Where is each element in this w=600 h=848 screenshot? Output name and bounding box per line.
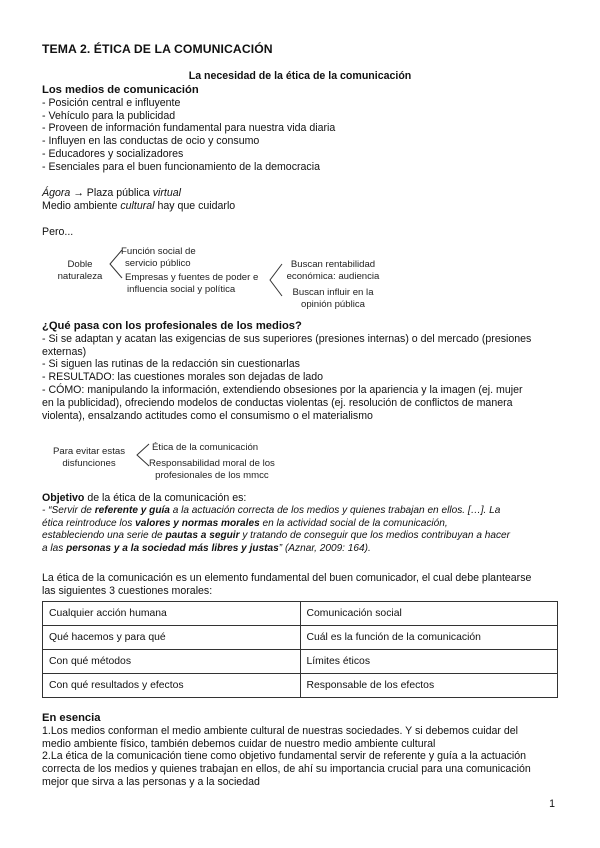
diagram1-c-l2: económica: audiencia [286, 271, 380, 282]
table-intro-line: La ética de la comunicación es un elemento fundamental del buen comunicador, el cual debe plantearse [42, 572, 532, 584]
diagram1-c-l1: Buscan rentabilidad [290, 259, 376, 270]
objective-quote-line [42, 543, 559, 556]
diagram1-root [50, 259, 110, 283]
diagram1-d-l1: Buscan influir en la [292, 287, 374, 298]
diagram2-root [50, 446, 128, 470]
objective-quote-line [42, 505, 559, 518]
section-subtitle: La necesidad de la ética de la comunicación [188, 70, 412, 82]
diagram2-b-l2: profesionales de los mmcc [155, 470, 269, 481]
objective-section [42, 492, 559, 556]
diagram2-root-l2: disfunciones [62, 458, 116, 469]
agora-block [42, 187, 559, 213]
table-cell: Límites éticos [300, 650, 558, 674]
virtual-text: virtual [152, 187, 182, 199]
professionals-section [42, 320, 559, 422]
env-post: hay que cuidarlo [157, 199, 236, 212]
diagram2-node-b [149, 458, 275, 482]
diagram2-b-l1: Responsabilidad moral de los [149, 458, 275, 469]
table-cell: Comunicación social [300, 602, 558, 626]
table-cell: Con qué métodos [43, 650, 301, 674]
arrow-icon: → [73, 187, 84, 199]
media-item: - Esenciales para el buen funcionamiento de la democracia [42, 160, 320, 173]
professionals-line: violenta), ensalzando actitudes como el consumismo o el materialismo [42, 409, 373, 422]
summary-line: correcta de los medios y quienes trabajan en ellos, de ahí su importancia crucial para una comunicación [42, 763, 531, 776]
summary-line: 2.La ética de la comunicación tiene como objetivo fundamental servir de referente y guía a la actuación [42, 750, 527, 763]
env-pre: Medio ambiente [42, 199, 118, 212]
quote-bold: referente y guía [94, 504, 170, 516]
diagram1-b-l2: influencia social y política [127, 284, 236, 295]
plaza-text: Plaza pública [86, 187, 150, 199]
table-cell: Cuál es la función de la comunicación [300, 626, 558, 650]
summary-line: 1.Los medios conforman el medio ambiente cultural de nuestras sociedades. Y si debemos cuidar del [42, 724, 519, 737]
diagram1-b-l1: Empresas y fuentes de poder e [125, 272, 259, 283]
objective-label: Objetivo [42, 492, 85, 504]
professionals-heading: ¿Qué pasa con los profesionales de los medios? [42, 320, 302, 332]
media-item: - Proveen de información fundamental para nuestra vida diaria [42, 122, 336, 135]
diagram1-node-d [283, 287, 383, 311]
table-cell: Con qué resultados y efectos [43, 674, 301, 698]
diagram2-root-l1: Para evitar estas [53, 446, 125, 457]
objective-intro-text: de la ética de la comunicación es: [84, 492, 247, 504]
environment-line [42, 200, 559, 213]
table-row [43, 650, 558, 674]
diagram1-node-a [121, 246, 196, 270]
table-cell: Responsable de los efectos [300, 674, 558, 698]
table-row [43, 674, 558, 698]
moral-questions-table [42, 601, 558, 698]
diagram1-a-l1: Función social de [121, 246, 196, 257]
quote-part: estableciendo una serie de [42, 530, 166, 542]
page-title: TEMA 2. ÉTICA DE LA COMUNICACIÓN [42, 42, 273, 56]
quote-part: en la actividad social de la comunicación, [259, 517, 448, 529]
summary-section [42, 712, 559, 789]
objective-quote-line [42, 518, 559, 531]
agora-term: Ágora [42, 187, 71, 199]
quote-part: ” (Aznar, 2009: 164). [278, 543, 371, 555]
table-cell: Cualquier acción humana [43, 602, 301, 626]
quote-part: - “Servir de [42, 504, 95, 516]
table-intro [42, 572, 559, 598]
agora-line [42, 187, 559, 200]
diagram1-d-l2: opinión pública [300, 299, 365, 310]
quote-bold: personas y a la sociedad más libres y justas [66, 543, 279, 555]
media-item: - Influyen en las conductas de ocio y consumo [42, 135, 260, 148]
diagram2-node-a: Ética de la comunicación [152, 442, 259, 453]
professionals-line: - RESULTADO: las cuestiones morales son dejadas de lado [42, 371, 324, 384]
quote-part: a la actuación correcta de los medios y quienes trabajan en ellos. […]. La [169, 504, 501, 516]
diagram1-node-b [125, 272, 258, 296]
professionals-line: - Si se adaptan y acatan las exigencias de sus superiores (presiones internas) o del mercado (presiones [42, 332, 532, 345]
media-section [42, 84, 559, 174]
media-heading: Los medios de comunicación [42, 84, 199, 96]
objective-quote-line [42, 530, 559, 543]
page-number: 1 [549, 798, 555, 810]
professionals-line: externas) [42, 345, 87, 358]
quote-part: a las [42, 543, 67, 555]
media-item: - Vehículo para la publicidad [42, 109, 176, 122]
table-intro-line: las siguientes 3 cuestiones morales: [42, 584, 213, 597]
diagram1-root-l1: Doble [67, 259, 93, 270]
quote-part: y tratando de conseguir que los medios contribuyan a hacer [239, 530, 510, 542]
summary-line: medio ambiente físico, también debemos cuidar de nuestro medio ambiente cultural [42, 737, 436, 750]
pero-text: Pero... [42, 226, 74, 238]
table-row [43, 626, 558, 650]
summary-line: mejor que sirva a las personas y a la sociedad [42, 775, 260, 788]
media-item: - Educadores y socializadores [42, 147, 184, 160]
professionals-line: en la publicidad), ofreciendo modelos de conductas violentas (ej. resolución de conflictos de manera [42, 396, 513, 409]
professionals-line: - Si siguen las rutinas de la redacción sin cuestionarlas [42, 358, 300, 371]
diagram1-a-l2: servicio público [125, 258, 191, 269]
objective-intro [42, 492, 559, 505]
env-cultural: cultural [120, 199, 155, 212]
summary-heading: En esencia [42, 712, 101, 724]
quote-bold: valores y normas morales [135, 517, 260, 529]
table-row [43, 602, 558, 626]
media-item: - Posición central e influyente [42, 96, 181, 109]
quote-part: ética reintroduce los [42, 517, 136, 529]
table-cell: Qué hacemos y para qué [43, 626, 301, 650]
quote-bold: pautas a seguir [165, 530, 240, 542]
diagram1-node-c [283, 259, 383, 283]
professionals-line: - CÓMO: manipulando la información, extendiendo obsesiones por la apariencia y la imagen (ej. mujer [42, 383, 523, 396]
diagram1-root-l2: naturaleza [57, 271, 103, 282]
